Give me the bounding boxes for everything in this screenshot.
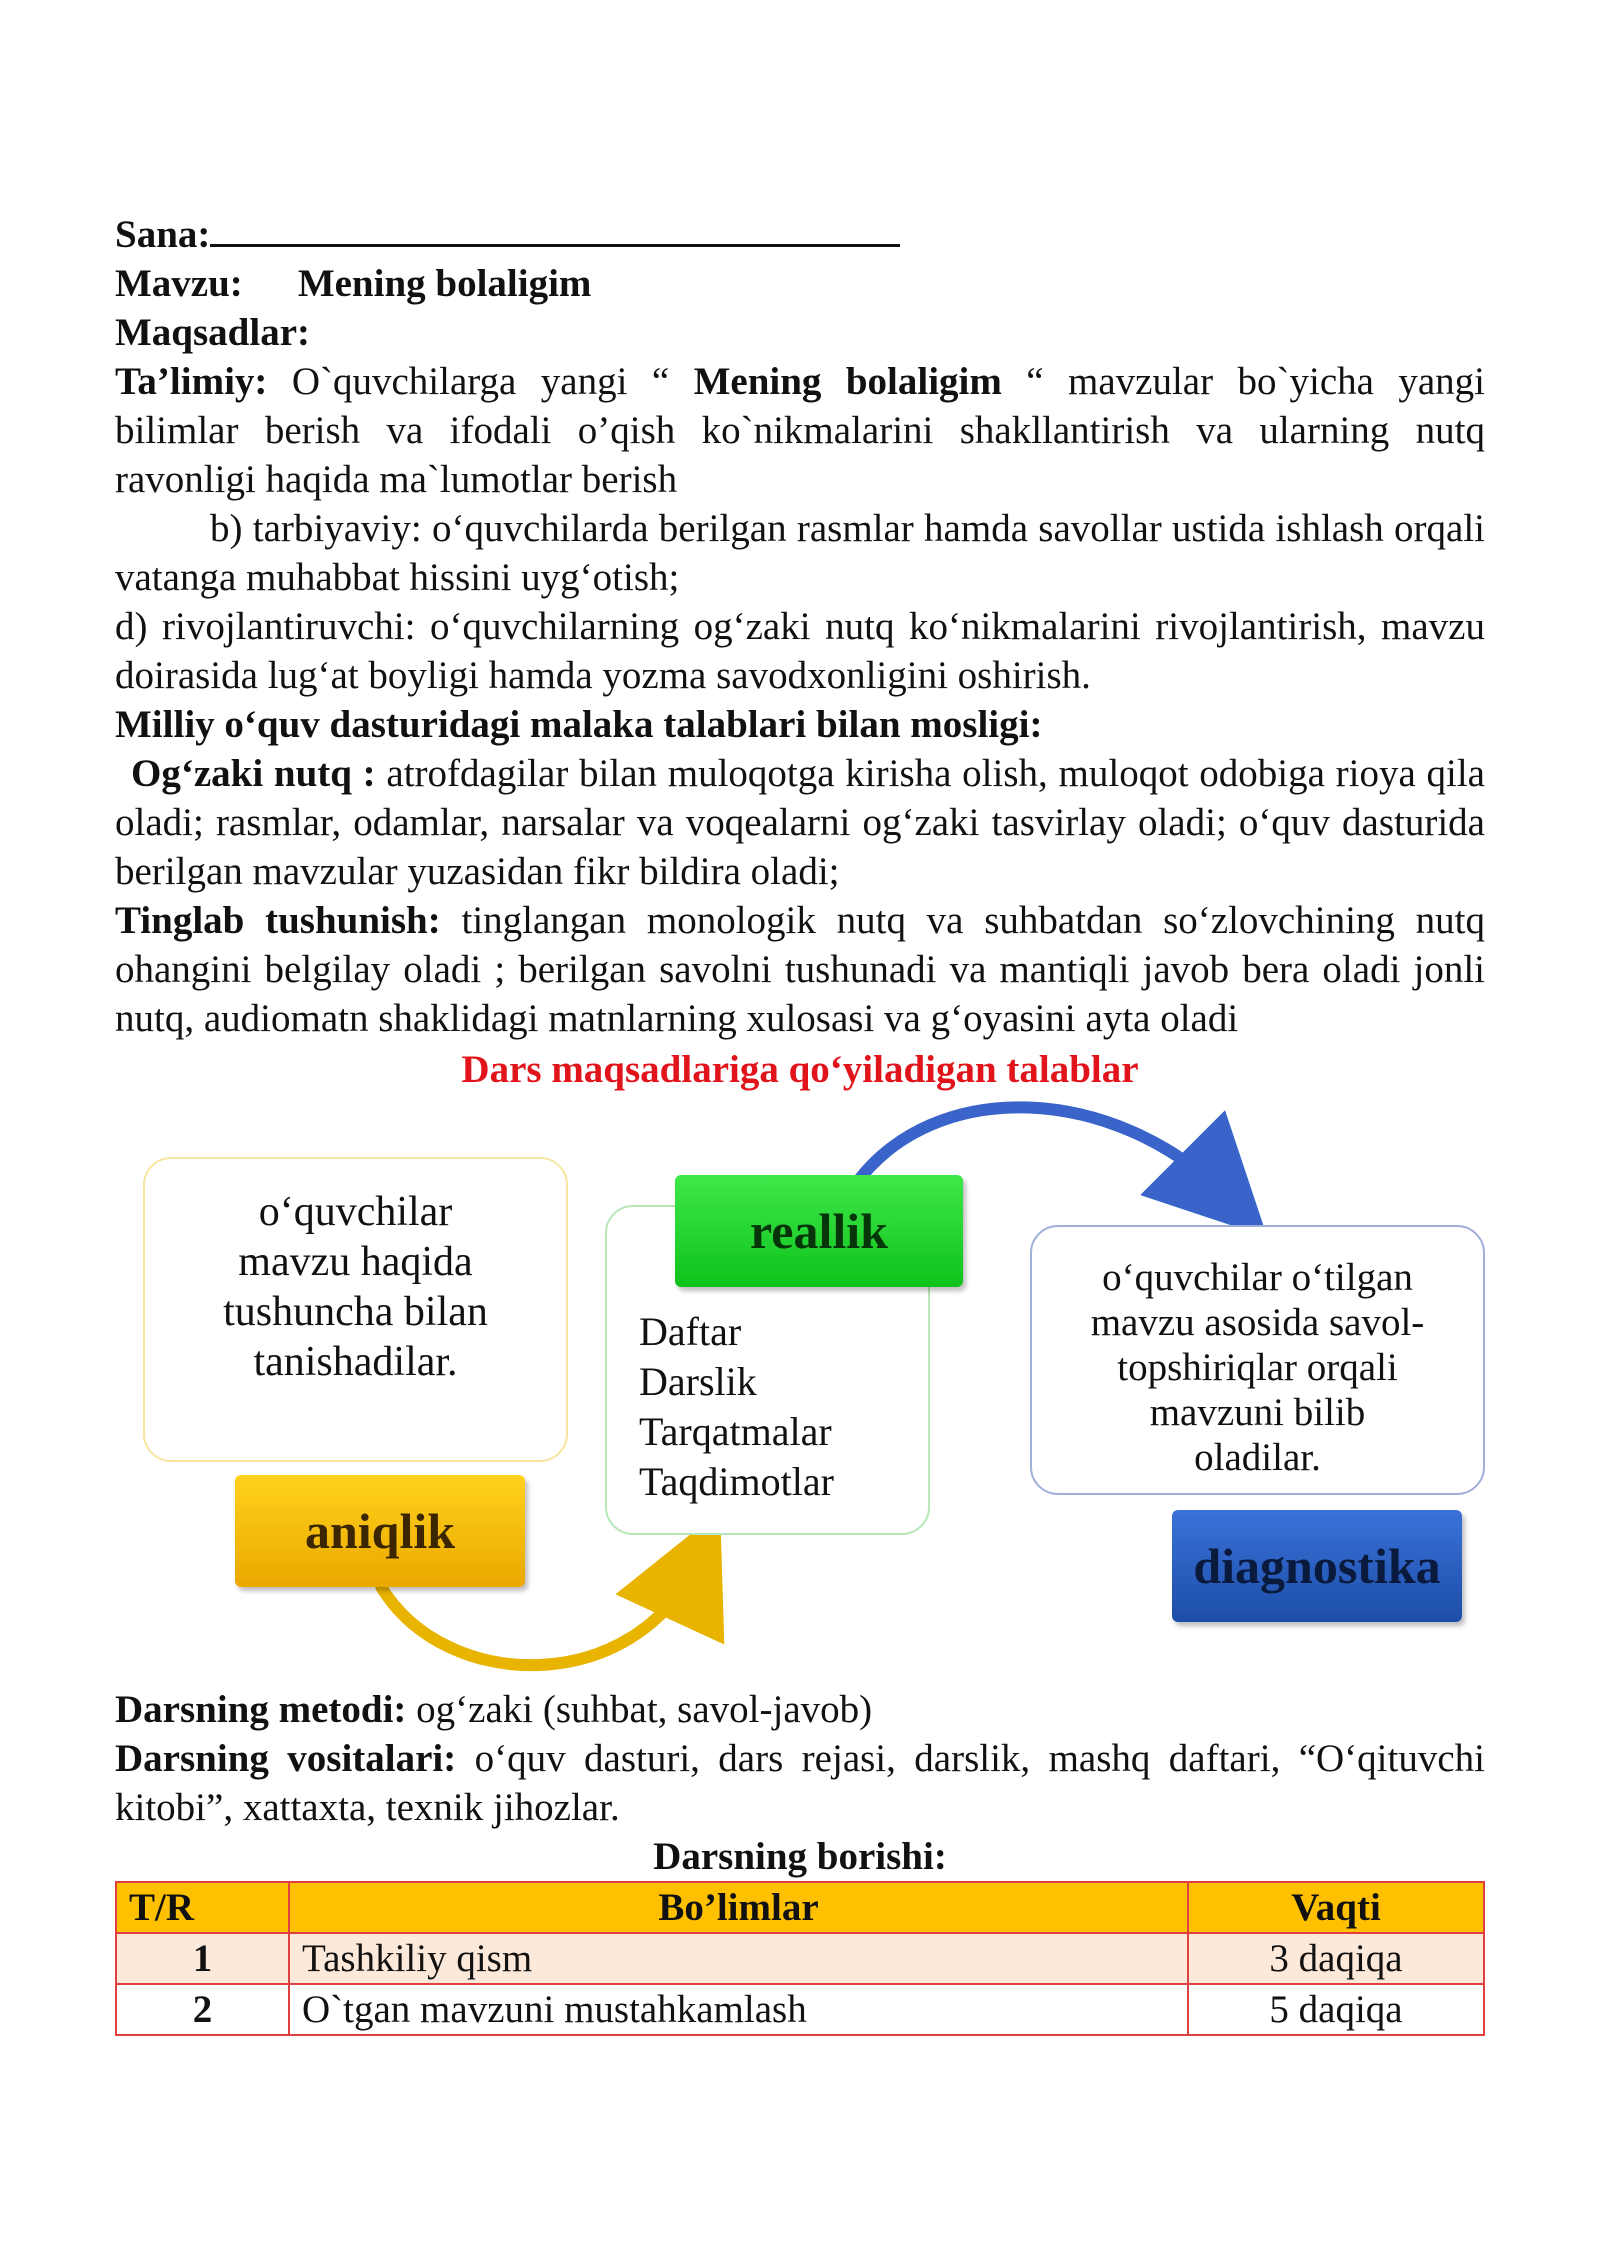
- goal-rivojlantiruvchi: d) rivojlantiruvchi: o‘quvchilarning og‘zaki nutq ko‘nikmalarini rivojlantirish, mavzu doirasida lug‘at boyligi hamda yozma savodxonligini oshirish.: [115, 605, 1485, 697]
- listening-label: Tinglab tushunish:: [115, 899, 441, 942]
- talimiy-topic: Mening bolaligim: [693, 360, 1002, 403]
- date-blank[interactable]: [210, 214, 900, 247]
- diagnostika-tag: diagnostika: [1172, 1510, 1462, 1622]
- method-line: [115, 1685, 1485, 1734]
- tools-line: [115, 1734, 1485, 1832]
- reality-item-4: Taqdimotlar: [639, 1459, 834, 1504]
- clarity-line-2: mavzu haqida: [238, 1239, 473, 1285]
- diagnostics-line-2: mavzu asosida savol-: [1090, 1301, 1425, 1344]
- col-header-number: T/R: [116, 1882, 289, 1933]
- standard-oral: [115, 749, 1485, 896]
- reality-item-3: Tarqatmalar: [639, 1409, 832, 1454]
- diagram-title: Dars maqsadlariga qo‘yiladigan talablar: [461, 1048, 1139, 1091]
- clarity-line-3: tushuncha bilan: [223, 1289, 488, 1335]
- goal-talimiy: [115, 357, 1485, 504]
- diagnostics-line-1: o‘quvchilar o‘tilgan: [1102, 1256, 1413, 1299]
- row-section: Tashkiliy qism: [289, 1933, 1188, 1984]
- talimiy-pre: O`quvchilarga yangi “: [291, 360, 694, 403]
- lesson-flow-heading: Darsning borishi:: [653, 1835, 947, 1878]
- date-line: [115, 210, 1485, 259]
- row-time: 5 daqiqa: [1188, 1984, 1484, 2035]
- reality-item-2: Darslik: [639, 1359, 757, 1404]
- lesson-plan-page: [115, 210, 1485, 2036]
- topic-value: Mening bolaligim: [297, 262, 592, 305]
- clarity-line-1: o‘quvchilar: [258, 1189, 453, 1235]
- reallik-tag: reallik: [675, 1175, 963, 1287]
- talimiy-label: Ta’limiy:: [115, 360, 268, 403]
- lesson-flow-table: [115, 1881, 1485, 2036]
- aniqlik-tag: aniqlik: [235, 1475, 525, 1587]
- table-row: [116, 1984, 1484, 2035]
- col-header-sections: Bo’limlar: [289, 1882, 1188, 1933]
- table-row: [116, 1933, 1484, 1984]
- row-number: 2: [116, 1984, 289, 2035]
- diagnostics-box: [1030, 1225, 1485, 1495]
- topic-label: Mavzu:: [115, 262, 243, 305]
- oral-label: Og‘zaki nutq :: [131, 752, 376, 795]
- oral-text: atrofdagilar bilan muloqotga kirisha olish, muloqot odobiga rioya qila oladi; rasmlar, odamlar, narsalar va voqealarni og‘zaki tasvirlay oladi; o‘quv dasturida berilgan mavzular yuzasidan fikr bildira oladi;: [115, 752, 1485, 893]
- clarity-box: [143, 1157, 568, 1462]
- clarity-line-4: tanishadilar.: [253, 1339, 458, 1385]
- goals-heading: Maqsadlar:: [115, 311, 310, 354]
- col-header-time: Vaqti: [1188, 1882, 1484, 1933]
- method-label: Darsning metodi:: [115, 1688, 407, 1731]
- standards-heading: Milliy o‘quv dasturidagi malaka talablari bilan mosligi:: [115, 703, 1043, 746]
- row-number: 1: [116, 1933, 289, 1984]
- row-section: O`tgan mavzuni mustahkamlash: [289, 1984, 1188, 2035]
- standard-listening: [115, 896, 1485, 1043]
- goal-tarbiyaviy: b) tarbiyaviy: o‘quvchilarda berilgan rasmlar hamda savollar ustida ishlash orqali vatanga muhabbat hissini uyg‘otish;: [115, 507, 1485, 599]
- listening-text: tinglangan monologik nutq va suhbatdan so‘zlovchining nutq ohangini belgilay oladi ; berilgan savolni tushunadi va mantiqli javob bera oladi jonli nutq, audiomatn shaklidagi matnlarning xulosasi va g‘oyasini ayta oladi: [115, 899, 1485, 1040]
- row-time: 3 daqiqa: [1188, 1933, 1484, 1984]
- talimiy-post: “ mavzular bo`yicha yangi bilimlar berish va ifodali o’qish ko`nikmalarini shakllantirish va ularning nutq ravonligi haqida ma`lumotlar berish: [115, 360, 1486, 501]
- requirements-diagram: [115, 1095, 1485, 1685]
- diagnostics-line-5: oladilar.: [1194, 1436, 1321, 1479]
- tools-value: o‘quv dasturi, dars rejasi, darslik, mashq daftari, “O‘qituvchi kitobi”, xattaxta, texnik jihozlar.: [115, 1737, 1485, 1829]
- diagnostics-line-4: mavzuni bilib: [1149, 1391, 1366, 1434]
- date-label: Sana:: [115, 213, 211, 256]
- topic-line: [115, 259, 1485, 308]
- method-value: og‘zaki (suhbat, savol-javob): [406, 1688, 873, 1731]
- diagnostics-line-3: topshiriqlar orqali: [1117, 1346, 1398, 1389]
- reality-item-1: Daftar: [639, 1309, 742, 1354]
- table-header-row: [116, 1882, 1484, 1933]
- tools-label: Darsning vositalari:: [115, 1737, 457, 1780]
